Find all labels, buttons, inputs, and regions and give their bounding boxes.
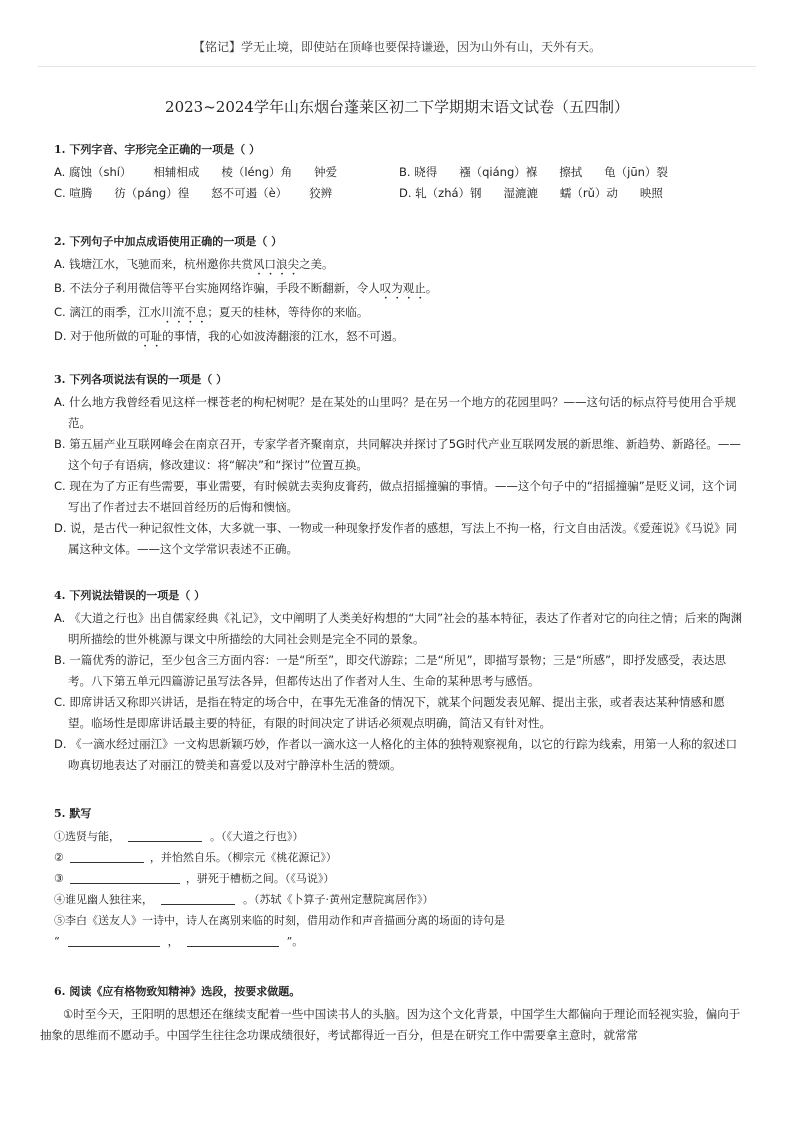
option-text: ；夏天的桂林，等待你的来临。 xyxy=(207,305,369,319)
dictation-line-3 xyxy=(54,868,744,889)
option-text: 之美。 xyxy=(298,257,334,271)
question-4 xyxy=(54,584,744,802)
exam-title: 2023~2024学年山东烟台蓬莱区初二下学期期末语文试卷（五四制） xyxy=(165,98,629,116)
dictation-line-4 xyxy=(54,889,744,910)
question-2-title: 2. 下列句子中加点成语使用正确的一项是（ ） xyxy=(54,235,283,248)
dotted-idiom: 可耻 xyxy=(139,329,163,343)
dictation-text: ② xyxy=(54,851,64,864)
dictation-text: ③ xyxy=(54,872,64,885)
option-text: B. 不法分子利用微信等平台实施网络诈骗，手段不断翻新，令人 xyxy=(54,281,380,295)
question-4-option-b: B. 一篇优秀的游记，至少包含三方面内容：一是“所至”，即交代游踪；二是“所见”，即描写景物；三是“所感”，即抒发感受，表达思考。八下第五单元四篇游记虽写法各异，但都传达出了作者对人生、生命的某种思考与感悟。 xyxy=(54,653,726,688)
quote-mark: “ xyxy=(54,935,60,948)
separator: ， xyxy=(167,935,179,948)
question-1-option-d: D. 轧（zhá）钢 湿漉漉 蠕（rǔ）动 映照 xyxy=(399,186,663,200)
question-1-row-1 xyxy=(54,162,744,183)
option-text: 的事情，我的心如波涛翻滚的江水，怒不可遏。 xyxy=(162,329,404,343)
header-divider xyxy=(38,66,756,67)
dictation-line-2 xyxy=(54,847,744,868)
question-4-title: 4. 下列说法错误的一项是（ ） xyxy=(54,589,206,602)
question-3-option-a: A. 什么地方我曾经看见这样一棵苍老的枸杞树呢？是在某处的山里吗？是在另一个地方的花园里吗？——这句话的标点符号使用合乎规范。 xyxy=(54,395,736,430)
reading-paragraph-1: ①时至今天，王阳明的思想还在继续支配着一些中国读书人的头脑。因为这个文化背景，中国学生大都偏向于理论而轻视实验，偏向于抽象的思维而不愿动手。中国学生往往念功课成绩很好，考试都得近一百分，但是在研究工作中需要拿主意时，就常常 xyxy=(40,1007,741,1042)
dotted-idiom: 风口浪尖 xyxy=(252,257,299,271)
question-1-option-c: C. 喧腾 彷（páng）徨 怒不可遏（è） 狡辨 xyxy=(54,186,333,200)
dictation-text: ④谁见幽人独往来， xyxy=(54,893,153,906)
answer-blank[interactable] xyxy=(68,934,160,947)
question-5-title: 5. 默写 xyxy=(54,807,92,820)
quote-mark: ”。 xyxy=(286,935,304,948)
answer-blank[interactable] xyxy=(161,892,235,905)
option-text: D. 对于他所做的 xyxy=(54,329,140,343)
dictation-source: ，并怡然自乐。（柳宗元《桃花源记》） xyxy=(149,851,337,864)
header-motto: 【铭记】学无止境，即使站在顶峰也要保持谦逊，因为山外有山，天外有天。 xyxy=(192,40,601,54)
question-3-option-c: C. 现在为了方正有些需要，事业需要，有时候就去卖狗皮膏药，做点招摇撞骗的事情。——这个句子中的“招摇撞骗”是贬义词，这个词写出了作者过去不堪回首经历的后悔和懊恼。 xyxy=(54,479,737,514)
dictation-source: 。（《大道之行也》） xyxy=(210,830,304,843)
question-4-option-d: D. 《一滴水经过丽江》一文构思新颖巧妙，作者以一滴水这一人格化的主体的独特观察视角，以它的行踪为线索，用第一人称的叙述口吻真切地表达了对丽江的赞美和喜爱以及对宁静淳朴生活的赞颂。 xyxy=(54,737,738,772)
option-text: A. 钱塘江水，飞驰而来，杭州邀你共赏 xyxy=(54,257,253,271)
question-1 xyxy=(54,138,744,230)
question-5 xyxy=(54,802,744,980)
dictation-line-5: ⑤李白《送友人》一诗中，诗人在离别来临的时刻，借用动作和声音描画分离的场面的诗句是 xyxy=(54,914,505,927)
question-1-option-b: B. 晓得 襁（qiáng）褓 擦拭 龟（jūn）裂 xyxy=(399,165,668,179)
option-text: 。 xyxy=(425,281,438,295)
option-text: C. 漓江的雨季，江水 xyxy=(54,305,162,319)
exam-content xyxy=(40,138,744,1046)
question-1-title: 1. 下列字音、字形完全正确的一项是（ ） xyxy=(54,143,261,156)
question-2-option-b xyxy=(54,278,744,302)
question-3-title: 3. 下列各项说法有误的一项是（ ） xyxy=(54,373,228,386)
dictation-line-6 xyxy=(54,931,744,952)
question-3-option-d: D. 说，是古代一种记叙性文体，大多就一事、一物或一种现象抒发作者的感想，写法上不拘一格，行文自由活泼。《爱莲说》《马说》同属这种文体。——这个文学常识表述不正确。 xyxy=(54,521,738,556)
dictation-text: ①选贤与能， xyxy=(54,830,120,843)
question-3 xyxy=(54,368,744,584)
dictation-line-1 xyxy=(54,826,744,847)
answer-blank[interactable] xyxy=(70,871,180,884)
answer-blank[interactable] xyxy=(70,850,144,863)
answer-blank[interactable] xyxy=(187,934,279,947)
question-3-option-b: B. 第五届产业互联网峰会在南京召开，专家学者齐聚南京，共同解决并探讨了5G时代产业互联网发展的新思维、新趋势、新路径。——这个句子有语病，修改建议：将“解决”和“探讨”位置互换。 xyxy=(54,437,741,472)
dictation-source: 。（苏轼《卜算子·黄州定慧院寓居作》） xyxy=(243,893,434,906)
answer-blank[interactable] xyxy=(128,829,202,842)
question-4-option-a: A. 《大道之行也》出自儒家经典《礼记》，文中阐明了人类美好构想的“大同”社会的基本特征，表达了作者对它的向往之情；后来的陶渊明所描绘的世外桃源与课文中所描绘的大同社会则是完全不同的景象。 xyxy=(54,611,743,646)
question-1-option-a: A. 腐蚀（shí） 相辅相成 棱（léng）角 钟爱 xyxy=(54,165,338,179)
question-4-option-c: C. 即席讲话又称即兴讲话，是指在特定的场合中，在事先无准备的情况下，就某个问题发表见解、提出主张，或者表达某种情感和愿望。临场性是即席讲话最主要的特征，有限的时间决定了讲话必须观点明确，简洁又有针对性。 xyxy=(54,695,725,730)
question-2-option-d xyxy=(54,326,744,350)
dotted-idiom: 叹为观止 xyxy=(379,281,426,295)
question-2-option-a xyxy=(54,254,744,278)
dotted-idiom: 川流不息 xyxy=(161,305,208,319)
question-6 xyxy=(40,980,744,1046)
question-6-title: 6. 阅读《应有格物致知精神》选段，按要求做题。 xyxy=(54,985,301,998)
question-1-row-2 xyxy=(54,183,744,204)
dictation-source: ，骈死于槽枥之间。（《马说》） xyxy=(185,872,335,885)
question-2 xyxy=(54,230,744,368)
question-2-option-c xyxy=(54,302,744,326)
